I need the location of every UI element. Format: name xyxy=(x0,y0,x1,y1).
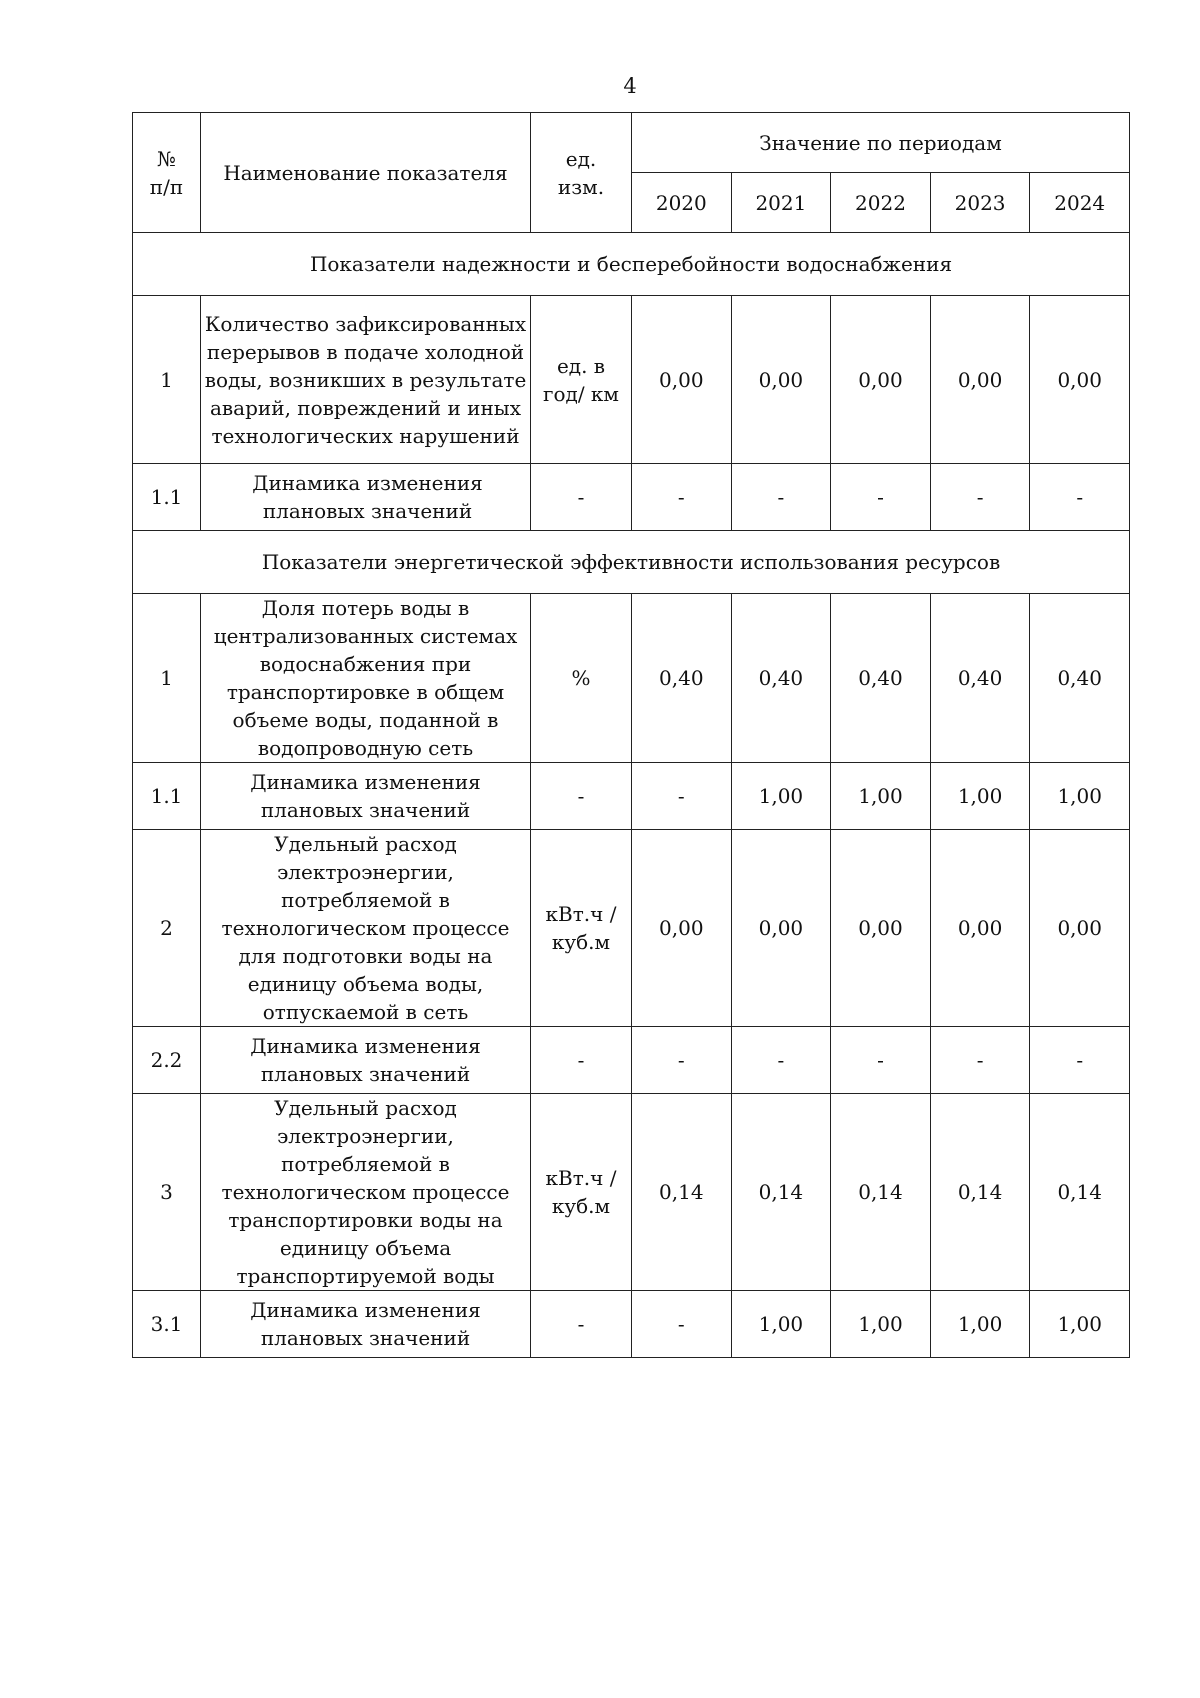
row-value: - xyxy=(930,464,1030,531)
table-row xyxy=(133,1094,1130,1291)
row-value: 1,00 xyxy=(731,1291,831,1358)
header-year: 2023 xyxy=(930,173,1030,233)
row-value: 0,00 xyxy=(930,830,1030,1027)
row-unit-line2: год/ км xyxy=(543,381,619,406)
row-num: 1.1 xyxy=(133,464,201,531)
row-value: 0,14 xyxy=(930,1094,1030,1291)
row-value: - xyxy=(632,464,732,531)
row-value: - xyxy=(831,1027,931,1094)
row-unit-line1: ед. в xyxy=(556,353,606,378)
section-title-row xyxy=(133,531,1130,594)
row-value: 0,00 xyxy=(930,296,1030,464)
section-title-row xyxy=(133,233,1130,296)
row-value: 0,00 xyxy=(1030,296,1130,464)
row-value: 0,00 xyxy=(632,830,732,1027)
row-value: 0,00 xyxy=(831,296,931,464)
row-unit: - xyxy=(531,1291,632,1358)
row-value: 0,00 xyxy=(632,296,732,464)
row-num: 2.2 xyxy=(133,1027,201,1094)
indicators-table xyxy=(132,112,1130,1358)
table-row xyxy=(133,1291,1130,1358)
table-row xyxy=(133,594,1130,763)
row-value: 1,00 xyxy=(731,763,831,830)
row-unit xyxy=(531,296,632,464)
row-num: 1 xyxy=(133,594,201,763)
header-num-line1: № xyxy=(157,146,176,171)
table-row xyxy=(133,830,1130,1027)
page-number: 4 xyxy=(623,74,637,98)
row-value: 0,40 xyxy=(731,594,831,763)
row-name: Удельный расход электроэнергии, потребляемой в технологическом процессе транспортировки воды на единицу объема транспортируемой воды xyxy=(201,1094,531,1291)
row-name: Удельный расход электроэнергии, потребляемой в технологическом процессе для подготовки воды на единицу объема воды, отпускаемой в сеть xyxy=(201,830,531,1027)
table-row xyxy=(133,763,1130,830)
row-value: 1,00 xyxy=(930,763,1030,830)
row-name: Доля потерь воды в централизованных системах водоснабжения при транспортировке в общем объеме воды, поданной в водопроводную сеть xyxy=(201,594,531,763)
row-name: Динамика изменения плановых значений xyxy=(201,763,531,830)
row-value: - xyxy=(632,1291,732,1358)
row-value: 1,00 xyxy=(831,1291,931,1358)
row-unit: % xyxy=(531,594,632,763)
row-value: - xyxy=(632,763,732,830)
row-value: 1,00 xyxy=(1030,1291,1130,1358)
header-periods: Значение по периодам xyxy=(632,113,1130,173)
row-unit-line1: кВт.ч / xyxy=(545,1166,617,1190)
header-unit-line2: изм. xyxy=(557,174,605,199)
row-unit: - xyxy=(531,763,632,830)
row-value: 0,40 xyxy=(632,594,732,763)
row-unit: - xyxy=(531,1027,632,1094)
header-unit xyxy=(531,113,632,233)
row-value: 0,14 xyxy=(1030,1094,1130,1291)
row-value: - xyxy=(1030,1027,1130,1094)
row-value: 0,14 xyxy=(731,1094,831,1291)
row-value: 0,40 xyxy=(1030,594,1130,763)
row-value: 0,00 xyxy=(1030,830,1130,1027)
row-num: 3.1 xyxy=(133,1291,201,1358)
row-value: - xyxy=(831,464,931,531)
row-value: - xyxy=(632,1027,732,1094)
table-row xyxy=(133,296,1130,464)
row-value: 0,14 xyxy=(632,1094,732,1291)
row-num: 3 xyxy=(133,1094,201,1291)
section-title: Показатели энергетической эффективности использования ресурсов xyxy=(133,531,1130,594)
row-value: - xyxy=(731,464,831,531)
row-name: Динамика изменения плановых значений xyxy=(201,1027,531,1094)
row-value: 0,00 xyxy=(831,830,931,1027)
row-name: Количество зафиксированных перерывов в подаче холодной воды, возникших в результате аварий, повреждений и иных технологических нарушений xyxy=(201,296,531,464)
row-value: - xyxy=(930,1027,1030,1094)
row-value: 0,40 xyxy=(930,594,1030,763)
row-unit xyxy=(531,1094,632,1291)
header-name: Наименование показателя xyxy=(201,113,531,233)
table-row xyxy=(133,464,1130,531)
row-name: Динамика изменения плановых значений xyxy=(201,1291,531,1358)
row-value: - xyxy=(731,1027,831,1094)
row-unit-line1: кВт.ч / xyxy=(545,902,617,926)
table-row xyxy=(133,1027,1130,1094)
header-year: 2024 xyxy=(1030,173,1130,233)
header-year: 2022 xyxy=(831,173,931,233)
row-unit-line2: куб.м xyxy=(551,1194,611,1218)
row-unit: - xyxy=(531,464,632,531)
header-unit-line1: ед. xyxy=(565,146,597,171)
row-value: 1,00 xyxy=(930,1291,1030,1358)
row-value: 1,00 xyxy=(1030,763,1130,830)
row-num: 1 xyxy=(133,296,201,464)
header-num xyxy=(133,113,201,233)
section-title: Показатели надежности и бесперебойности водоснабжения xyxy=(133,233,1130,296)
row-unit-line2: куб.м xyxy=(551,930,611,954)
row-value: 0,40 xyxy=(831,594,931,763)
header-year: 2020 xyxy=(632,173,732,233)
row-value: 1,00 xyxy=(831,763,931,830)
row-value: 0,14 xyxy=(831,1094,931,1291)
row-num: 1.1 xyxy=(133,763,201,830)
header-num-line2: п/п xyxy=(149,174,184,199)
header-year: 2021 xyxy=(731,173,831,233)
row-num: 2 xyxy=(133,830,201,1027)
row-name: Динамика изменения плановых значений xyxy=(201,464,531,531)
row-value: 0,00 xyxy=(731,830,831,1027)
row-value: - xyxy=(1030,464,1130,531)
row-value: 0,00 xyxy=(731,296,831,464)
row-unit xyxy=(531,830,632,1027)
